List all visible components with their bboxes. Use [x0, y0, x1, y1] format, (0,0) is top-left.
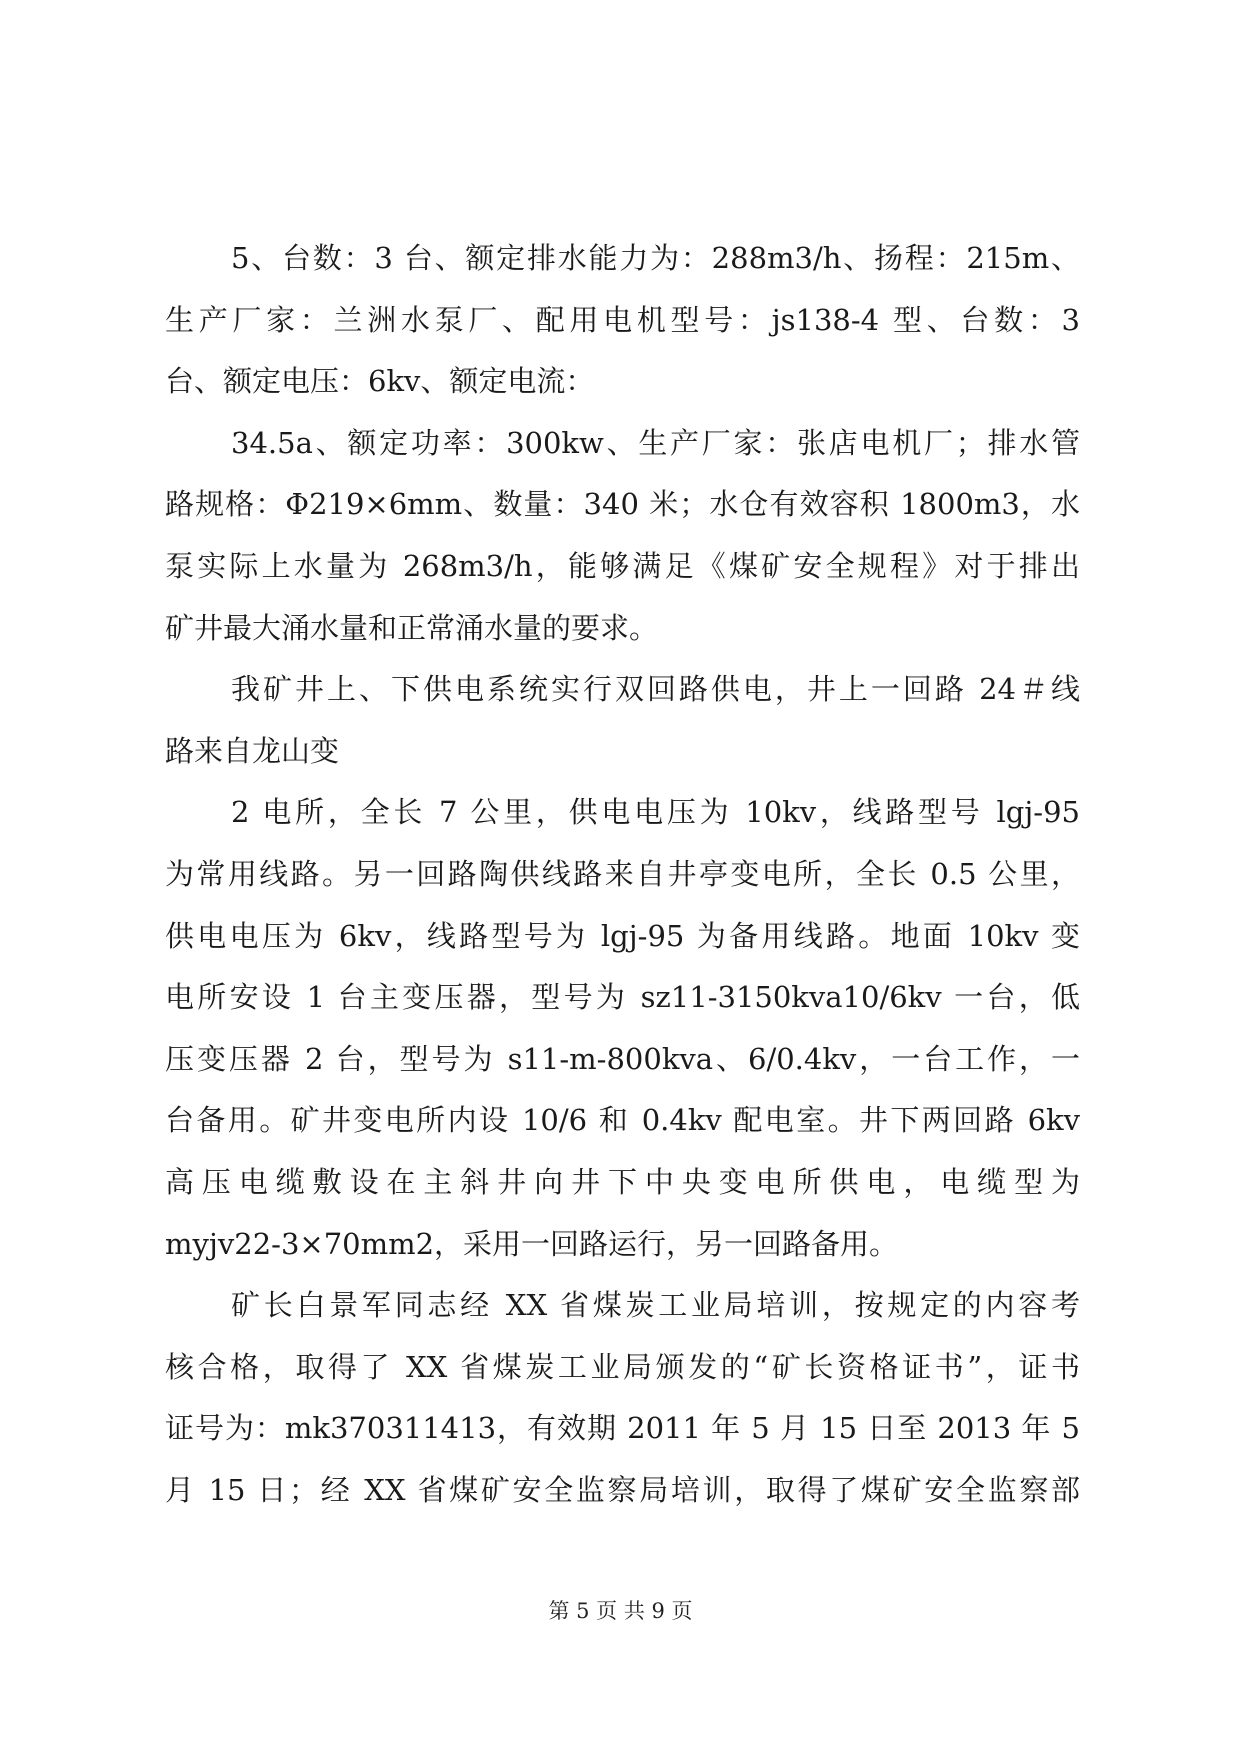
text-line: 我矿井上、下供电系统实行双回路供电，井上一回路 24＃线	[231, 672, 1080, 707]
text-line: 34.5a、额定功率：300kw、生产厂家：张店电机厂；排水管	[231, 425, 1080, 460]
text-line: 供电电压为 6kv，线路型号为 lgj-95 为备用线路。地面 10kv 变	[165, 918, 1080, 953]
text-line: 为常用线路。另一回路陶供线路来自井亭变电所，全长 0.5 公里，	[165, 856, 1080, 891]
text-line: myjv22-3×70mm2，采用一回路运行，另一回路备用。	[165, 1226, 899, 1261]
text-line: 电所安设 1 台主变压器，型号为 sz11-3150kva10/6kv 一台，低	[165, 980, 1080, 1015]
paragraph-mine-director	[165, 1275, 1080, 1521]
text-line: 泵实际上水量为 268m3/h，能够满足《煤矿安全规程》对于排出	[165, 548, 1080, 583]
text-line: 路来自龙山变	[165, 733, 340, 768]
paragraph-power-supply-details	[165, 782, 1080, 1275]
text-line: 高压电缆敷设在主斜井向井下中央变电所供电，电缆型为	[165, 1164, 1080, 1199]
text-line: 5、台数：3 台、额定排水能力为：288m3/h、扬程：215m、	[231, 241, 1080, 275]
text-line: 压变压器 2 台，型号为 s11-m-800kva、6/0.4kv，一台工作，一	[165, 1041, 1080, 1076]
page-number-footer: 第 5 页 共 9 页	[548, 1599, 693, 1623]
text-line: 生产厂家：兰洲水泵厂、配用电机型号：js138-4 型、台数：3	[165, 302, 1080, 337]
text-line: 矿井最大涌水量和正常涌水量的要求。	[165, 610, 659, 645]
text-line: 台备用。矿井变电所内设 10/6 和 0.4kv 配电室。井下两回路 6kv	[165, 1103, 1080, 1138]
paragraph-power-supply-intro	[165, 659, 1080, 782]
text-line: 月 15 日；经 XX 省煤矿安全监察局培训，取得了煤矿安全监察部	[165, 1472, 1080, 1507]
text-line: 台、额定电压：6kv、额定电流：	[165, 364, 595, 399]
text-line: 2 电所，全长 7 公里，供电电压为 10kv，线路型号 lgj-95	[231, 795, 1080, 830]
text-line: 证号为：mk370311413，有效期 2011 年 5 月 15 日至 2013 年 5	[165, 1411, 1080, 1446]
text-line: 核合格，取得了 XX 省煤炭工业局颁发的“矿长资格证书”，证书	[165, 1349, 1080, 1384]
document-body	[165, 228, 1080, 1521]
text-line: 路规格：Φ219×6mm、数量：340 米；水仓有效容积 1800m3，水	[165, 487, 1080, 522]
paragraph-pump-specs	[165, 228, 1080, 413]
paragraph-motor-drainage	[165, 413, 1080, 659]
text-line: 矿长白景军同志经 XX 省煤炭工业局培训，按规定的内容考	[231, 1288, 1080, 1323]
